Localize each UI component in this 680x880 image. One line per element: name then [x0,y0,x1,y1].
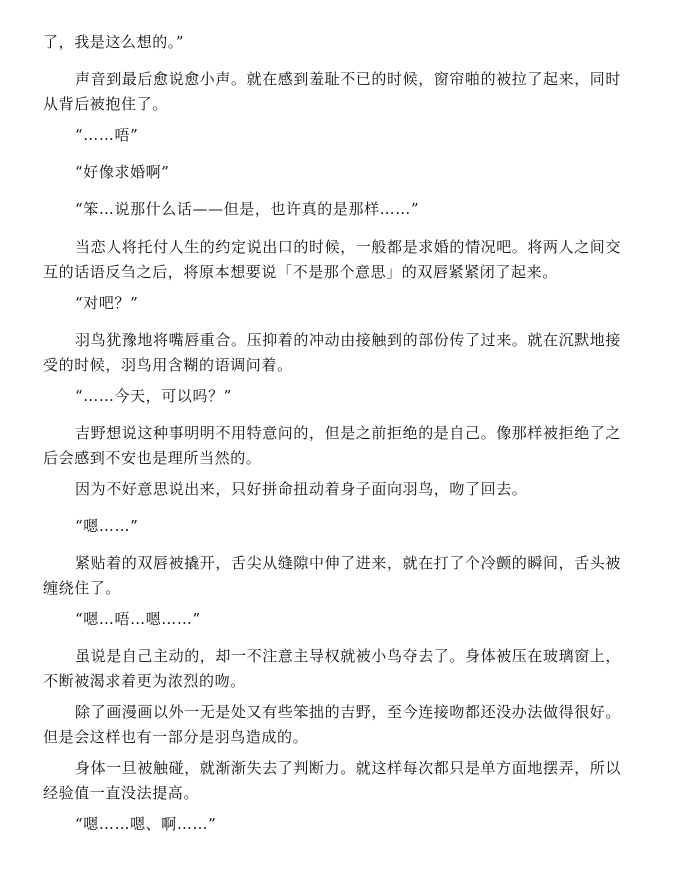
paragraph-3: “……唔” [75,126,139,144]
paragraph-12: “嗯……” [75,517,139,535]
paragraph-17: 身体一旦被触碰，就渐渐失去了判断力。就这样每次都只是单方面地摆弄，所以经验值一直没法提高。 [43,759,622,802]
paragraph-14: “嗯…唔…嗯……” [75,610,201,628]
paragraph-2: 声音到最后愈说愈小声。就在感到羞耻不已的时候，窗帘啪的被拉了起来，同时从背后被抱住了。 [43,70,622,113]
paragraph-4: “好像求婚啊” [75,163,170,181]
paragraph-5: “笨…说那什么话——但是，也许真的是那样……” [75,200,420,218]
paragraph-1: 了，我是这么想的。” [43,33,185,51]
paragraph-6: 当恋人将托付人生的约定说出口的时候，一般都是求婚的情况吧。将两人之间交互的话语反刍之后，将原本想要说「不是那个意思」的双唇紧紧闭了起来。 [43,238,622,281]
paragraph-18: “嗯……嗯、啊……” [75,815,217,833]
paragraph-16: 除了画漫画以外一无是处又有些笨拙的吉野，至今连接吻都还没办法做得很好。但是会这样也有一部分是羽鸟造成的。 [43,703,622,746]
paragraph-8: 羽鸟犹豫地将嘴唇重合。压抑着的冲动由接触到的部份传了过来。就在沉默地接受的时候，羽鸟用含糊的语调问着。 [43,331,622,374]
paragraph-9: “……今天，可以吗？” [75,387,232,405]
paragraph-10: 吉野想说这种事明明不用特意问的，但是之前拒绝的是自己。像那样被拒绝了之后会感到不安也是理所当然的。 [43,424,622,467]
paragraph-13: 紧贴着的双唇被撬开，舌尖从缝隙中伸了进来，就在打了个冷颤的瞬间，舌头被缠绕住了。 [43,554,622,597]
paragraph-15: 虽说是自己主动的，却一不注意主导权就被小鸟夺去了。身体被压在玻璃窗上，不断被渴求着更为浓烈的吻。 [43,647,622,690]
paragraph-11: 因为不好意思说出来，只好拼命扭动着身子面向羽鸟，吻了回去。 [75,480,528,498]
paragraph-7: “对吧？” [75,294,139,312]
